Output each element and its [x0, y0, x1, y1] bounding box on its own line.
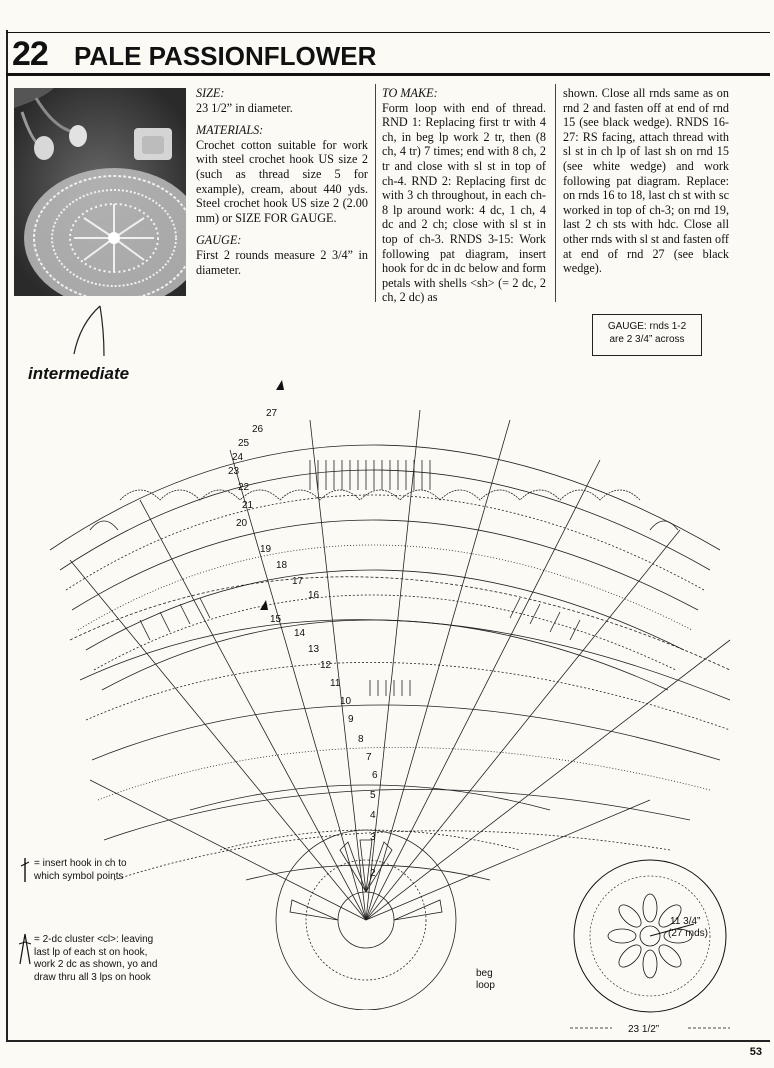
pattern-number: 22 — [12, 35, 48, 73]
round-label: 12 — [320, 660, 332, 671]
materials-text: Crochet cotton suitable for work with steel crochet hook US size 2 (such as thread size 5 for example), cream, about 440 yds. Steel crochet hook US size 2 (2.00 mm) or SIZE FOR GAUGE. — [196, 137, 368, 225]
skill-level: intermediate — [28, 364, 130, 383]
round-label: 23 — [228, 466, 240, 477]
size-text: 23 1/2” in diameter. — [196, 100, 293, 115]
column-divider — [375, 84, 376, 302]
column-divider — [555, 84, 556, 302]
size-schematic — [560, 856, 740, 1036]
round-label: 22 — [238, 482, 250, 493]
size-heading: SIZE: — [196, 86, 225, 100]
round-label: 6 — [372, 770, 378, 781]
beg-loop-line2: loop — [476, 980, 495, 991]
title-bar — [6, 32, 770, 76]
cluster-symbol-icon — [16, 932, 34, 966]
gauge-box — [592, 314, 702, 356]
round-label: 3 — [370, 832, 376, 843]
instructions-continued-text: shown. Close all rnds same as on rnd 2 and fasten off at end of rnd 15 (see black wedge). RNDS 16-27: RS facing, attach thread with sl st in ch lp of last sh on rnd 15 (see white wedge) and work following pat diagram. Replace: on rnds 16 to 18, last ch st with sc worked in top of ch-3; on rnd 19, last 2 ch sts with hdc. Close all other rnds with sl st and fasten off at end of rnd 27 (see black wedge). — [563, 86, 729, 276]
instructions-text: Form loop with end of thread. RND 1: Replacing first tr with 4 ch, in beg lp work 2 tr, then (8 ch, 4 tr) 7 times; end with 8 ch, 2 tr and close with sl st in top of ch-4. RND 2: Replacing first dc with 3 ch throughout, in each ch-8 lp around work: 4 dc, 1 ch, 4 dc and 2 ch; close with sl st in top of ch-3. RNDS 3-15: Work following pat diagram, insert hook for dc in dc below and form petals with shells <sh> (= 2 dc, 2 ch, 2 dc) as — [382, 100, 546, 305]
to-make-heading: TO MAKE: — [382, 86, 438, 100]
round-label: 16 — [308, 590, 320, 601]
round-label: 21 — [242, 500, 254, 511]
rounds-label: (27 rnds) — [668, 928, 709, 939]
instructions-continued-column — [563, 86, 729, 284]
round-label: 17 — [292, 576, 304, 587]
gauge-box-line2: are 2 3/4” across — [609, 334, 685, 345]
diameter-label: 23 1/2” — [628, 1024, 660, 1035]
insert-hook-symbol-icon — [18, 856, 32, 884]
round-label: 5 — [370, 790, 376, 801]
round-label: 24 — [232, 452, 244, 463]
round-label: 4 — [370, 810, 376, 821]
page-number: 53 — [749, 1046, 762, 1058]
radius-label: 11 3/4” — [670, 916, 701, 927]
round-label: 27 — [266, 408, 278, 419]
round-label: 8 — [358, 734, 364, 745]
doily-photo — [14, 88, 186, 296]
materials-column — [196, 86, 368, 285]
legend-insert-hook: = insert hook in ch to which symbol points — [34, 858, 127, 882]
cherry-icon — [60, 304, 120, 368]
round-label: 19 — [260, 544, 272, 555]
gauge-heading: GAUGE: — [196, 233, 242, 248]
round-label: 10 — [340, 696, 352, 707]
round-label: 7 — [366, 752, 372, 763]
round-label: 2 — [370, 868, 376, 879]
round-label: 18 — [276, 560, 288, 571]
gauge-text: First 2 rounds measure 2 3/4” in diameter. — [196, 247, 368, 277]
round-label: 13 — [308, 644, 320, 655]
legend-cluster: = 2-dc cluster <cl>: leaving last lp of each st on hook, work 2 dc as shown, yo and draw thru all 3 lps on hook — [34, 934, 158, 983]
pattern-title: PALE PASSIONFLOWER — [74, 41, 377, 71]
beg-loop-label — [476, 968, 495, 992]
beg-loop-line1: beg — [476, 968, 493, 979]
gauge-box-line1: GAUGE: rnds 1-2 — [607, 321, 687, 332]
bottom-rule — [6, 1040, 770, 1042]
round-label: 25 — [238, 438, 250, 449]
round-label: 15 — [270, 614, 282, 625]
instructions-column — [382, 86, 546, 313]
round-label: 26 — [252, 424, 264, 435]
round-label: 9 — [348, 714, 354, 725]
materials-heading: MATERIALS: — [196, 123, 264, 138]
round-label: 11 — [330, 678, 341, 689]
round-label: 20 — [236, 518, 248, 529]
round-label: 14 — [294, 628, 306, 639]
